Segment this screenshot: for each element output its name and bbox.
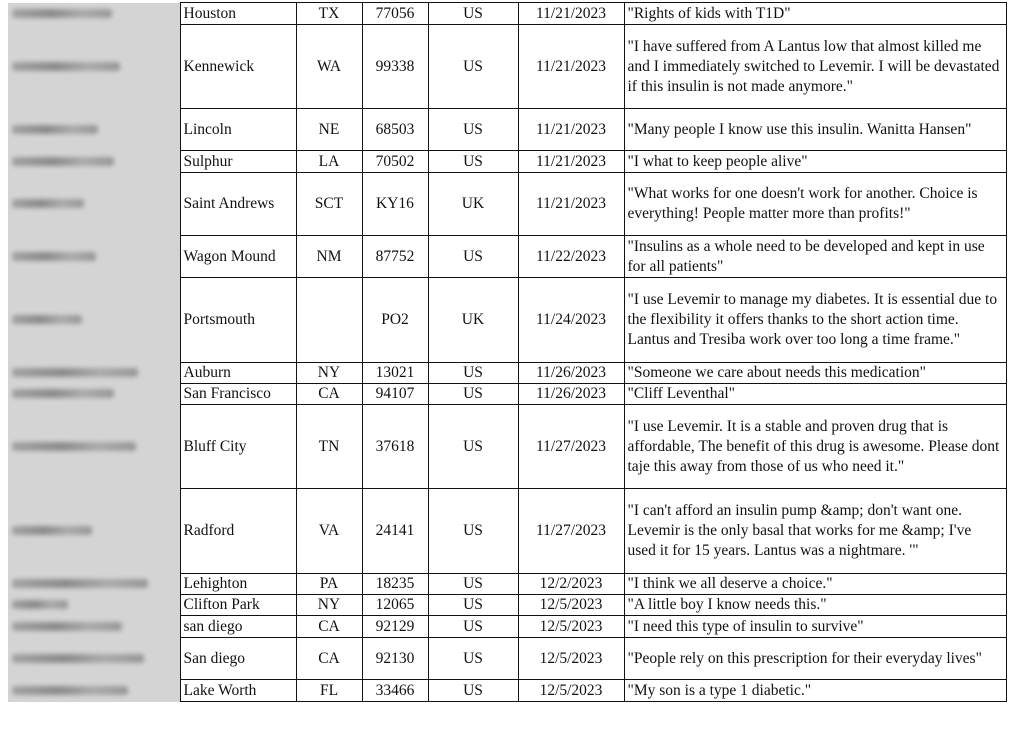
state-cell: WA — [296, 25, 362, 109]
country-cell: US — [428, 405, 518, 489]
redacted-name-cell — [8, 680, 180, 702]
table-row — [8, 616, 1006, 638]
table-row — [8, 3, 1006, 25]
comment-cell: "I use Levemir. It is a stable and proven drug that is affordable, The benefit of this drug is awesome. Please dont taje this away from those of us who need it." — [624, 405, 1006, 489]
country-cell: US — [428, 109, 518, 151]
state-cell: NE — [296, 109, 362, 151]
table-row — [8, 595, 1006, 616]
city-cell: Radford — [180, 489, 296, 574]
comment-cell: "What works for one doesn't work for another. Choice is everything! People matter more than profits!" — [624, 173, 1006, 236]
zip-cell: 77056 — [362, 3, 428, 25]
date-cell: 11/21/2023 — [518, 151, 624, 173]
country-cell: US — [428, 363, 518, 384]
comment-cell: "I think we all deserve a choice." — [624, 574, 1006, 595]
country-cell: US — [428, 489, 518, 574]
date-cell: 12/5/2023 — [518, 680, 624, 702]
country-cell: US — [428, 25, 518, 109]
redacted-name-blur — [12, 125, 98, 134]
country-cell: UK — [428, 173, 518, 236]
date-cell: 11/21/2023 — [518, 25, 624, 109]
redacted-name-blur — [12, 252, 96, 261]
date-cell: 11/26/2023 — [518, 363, 624, 384]
country-cell: US — [428, 680, 518, 702]
redacted-name-blur — [12, 368, 138, 377]
table-row — [8, 278, 1006, 363]
redacted-name-blur — [12, 199, 84, 208]
date-cell: 11/24/2023 — [518, 278, 624, 363]
redacted-name-cell — [8, 616, 180, 638]
date-cell: 11/21/2023 — [518, 173, 624, 236]
table-row — [8, 405, 1006, 489]
table-row — [8, 574, 1006, 595]
comment-cell: "I what to keep people alive" — [624, 151, 1006, 173]
redacted-name-blur — [12, 62, 120, 71]
table-row — [8, 384, 1006, 405]
redacted-name-blur — [12, 654, 144, 663]
state-cell: PA — [296, 574, 362, 595]
city-cell: Auburn — [180, 363, 296, 384]
redacted-name-cell — [8, 151, 180, 173]
comment-cell: "A little boy I know needs this." — [624, 595, 1006, 616]
date-cell: 12/5/2023 — [518, 595, 624, 616]
city-cell: Saint Andrews — [180, 173, 296, 236]
country-cell: US — [428, 3, 518, 25]
date-cell: 11/27/2023 — [518, 489, 624, 574]
city-cell: Bluff City — [180, 405, 296, 489]
state-cell: LA — [296, 151, 362, 173]
redacted-name-cell — [8, 405, 180, 489]
zip-cell: 24141 — [362, 489, 428, 574]
state-cell: NM — [296, 236, 362, 278]
zip-cell: 94107 — [362, 384, 428, 405]
table-row — [8, 638, 1006, 680]
table-row — [8, 680, 1006, 702]
zip-cell: 87752 — [362, 236, 428, 278]
zip-cell: 92129 — [362, 616, 428, 638]
comment-cell: "Rights of kids with T1D" — [624, 3, 1006, 25]
table-row — [8, 25, 1006, 109]
table-body — [8, 3, 1006, 702]
comment-cell: "Many people I know use this insulin. Wanitta Hansen" — [624, 109, 1006, 151]
redacted-name-cell — [8, 384, 180, 405]
comment-cell: "I use Levemir to manage my diabetes. It is essential due to the flexibility it offers thanks to the short action time. Lantus and Tresiba work over too long a time frame." — [624, 278, 1006, 363]
redacted-name-cell — [8, 489, 180, 574]
zip-cell: 18235 — [362, 574, 428, 595]
zip-cell: PO2 — [362, 278, 428, 363]
city-cell: Sulphur — [180, 151, 296, 173]
state-cell: TX — [296, 3, 362, 25]
country-cell: US — [428, 384, 518, 405]
zip-cell: 37618 — [362, 405, 428, 489]
redacted-name-blur — [12, 579, 148, 588]
comment-cell: "My son is a type 1 diabetic." — [624, 680, 1006, 702]
city-cell: Lincoln — [180, 109, 296, 151]
redacted-name-blur — [12, 389, 114, 398]
zip-cell: 92130 — [362, 638, 428, 680]
date-cell: 12/5/2023 — [518, 638, 624, 680]
redacted-name-cell — [8, 363, 180, 384]
redacted-name-blur — [12, 9, 112, 18]
state-cell: NY — [296, 363, 362, 384]
redacted-name-blur — [12, 526, 92, 535]
comment-cell: "People rely on this prescription for their everyday lives" — [624, 638, 1006, 680]
comment-cell: "Cliff Leventhal" — [624, 384, 1006, 405]
zip-cell: 33466 — [362, 680, 428, 702]
comment-cell: "I have suffered from A Lantus low that almost killed me and I immediately switched to Levemir. I will be devastated if this insulin is not made anymore." — [624, 25, 1006, 109]
table-row — [8, 151, 1006, 173]
table-row — [8, 363, 1006, 384]
comment-cell: "I can't afford an insulin pump &amp; don't want one. Levemir is the only basal that works for me &amp; I've used it for 15 years. Lantus was a nightmare. '" — [624, 489, 1006, 574]
table-row — [8, 236, 1006, 278]
comment-cell: "I need this type of insulin to survive" — [624, 616, 1006, 638]
country-cell: US — [428, 151, 518, 173]
redacted-name-cell — [8, 173, 180, 236]
redacted-name-blur — [12, 622, 122, 631]
country-cell: US — [428, 638, 518, 680]
redacted-name-blur — [12, 157, 114, 166]
date-cell: 11/27/2023 — [518, 405, 624, 489]
state-cell: FL — [296, 680, 362, 702]
state-cell: NY — [296, 595, 362, 616]
zip-cell: 68503 — [362, 109, 428, 151]
redacted-name-blur — [12, 315, 82, 324]
state-cell: TN — [296, 405, 362, 489]
zip-cell: 70502 — [362, 151, 428, 173]
city-cell: Houston — [180, 3, 296, 25]
city-cell: san diego — [180, 616, 296, 638]
state-cell: SCT — [296, 173, 362, 236]
redacted-name-cell — [8, 278, 180, 363]
state-cell: CA — [296, 616, 362, 638]
state-cell: VA — [296, 489, 362, 574]
state-cell: CA — [296, 384, 362, 405]
comment-cell: "Someone we care about needs this medication" — [624, 363, 1006, 384]
zip-cell: 99338 — [362, 25, 428, 109]
redacted-name-cell — [8, 109, 180, 151]
redacted-name-cell — [8, 236, 180, 278]
city-cell: San Francisco — [180, 384, 296, 405]
table-row — [8, 489, 1006, 574]
redacted-name-cell — [8, 574, 180, 595]
zip-cell: KY16 — [362, 173, 428, 236]
date-cell: 11/21/2023 — [518, 109, 624, 151]
city-cell: Lake Worth — [180, 680, 296, 702]
city-cell: San diego — [180, 638, 296, 680]
redacted-name-cell — [8, 25, 180, 109]
city-cell: Kennewick — [180, 25, 296, 109]
comment-cell: "Insulins as a whole need to be developed and kept in use for all patients" — [624, 236, 1006, 278]
state-cell — [296, 278, 362, 363]
redacted-name-blur — [12, 686, 128, 695]
country-cell: US — [428, 574, 518, 595]
redacted-name-cell — [8, 638, 180, 680]
table-row — [8, 173, 1006, 236]
redacted-name-blur — [12, 442, 136, 451]
city-cell: Clifton Park — [180, 595, 296, 616]
table-row — [8, 109, 1006, 151]
city-cell: Lehighton — [180, 574, 296, 595]
date-cell: 11/21/2023 — [518, 3, 624, 25]
country-cell: US — [428, 616, 518, 638]
country-cell: US — [428, 236, 518, 278]
signatures-table — [8, 2, 1007, 702]
country-cell: UK — [428, 278, 518, 363]
date-cell: 12/2/2023 — [518, 574, 624, 595]
date-cell: 11/26/2023 — [518, 384, 624, 405]
date-cell: 12/5/2023 — [518, 616, 624, 638]
zip-cell: 13021 — [362, 363, 428, 384]
city-cell: Portsmouth — [180, 278, 296, 363]
zip-cell: 12065 — [362, 595, 428, 616]
redacted-name-blur — [12, 600, 68, 609]
date-cell: 11/22/2023 — [518, 236, 624, 278]
redacted-name-cell — [8, 595, 180, 616]
redacted-name-cell — [8, 3, 180, 25]
state-cell: CA — [296, 638, 362, 680]
city-cell: Wagon Mound — [180, 236, 296, 278]
country-cell: US — [428, 595, 518, 616]
